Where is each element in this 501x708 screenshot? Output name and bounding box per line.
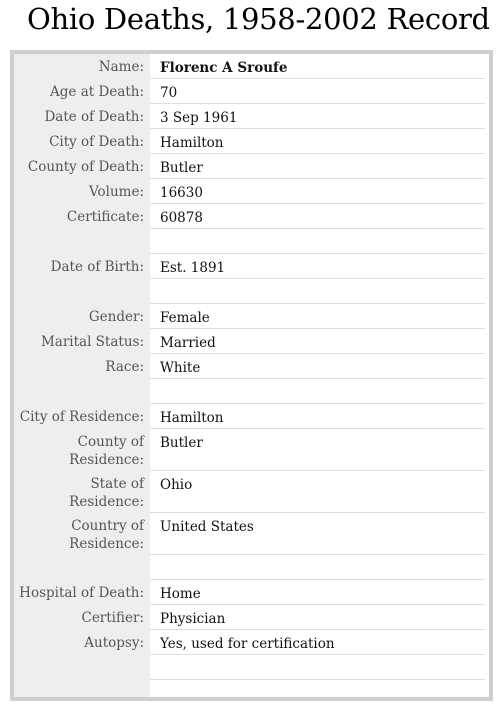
autopsy-label: Autopsy:: [84, 635, 144, 651]
volume-value: 16630: [160, 185, 203, 201]
certifier-value: Physician: [160, 611, 226, 627]
record-row-death-date: [14, 104, 489, 129]
record-row-spacer: [14, 229, 489, 254]
death-county-label: County of Death:: [27, 159, 144, 175]
page-title: Ohio Deaths, 1958-2002 Record: [27, 2, 490, 36]
gender-label: Gender:: [88, 309, 144, 325]
row-divider: [150, 679, 485, 680]
record-row-hospital: [14, 580, 489, 605]
autopsy-value: Yes, used for certification: [160, 636, 335, 652]
race-label: Race:: [105, 359, 144, 375]
record-row-certifier: [14, 605, 489, 630]
residence-country-label-line1: Country of: [71, 518, 144, 534]
gender-value: Female: [160, 310, 210, 326]
marital-status-value: Married: [160, 335, 216, 351]
record-row-death-county: [14, 154, 489, 179]
record-row-residence-country: [14, 513, 489, 555]
record-row-volume: [14, 179, 489, 204]
age-label: Age at Death:: [50, 84, 144, 100]
certificate-label: Certificate:: [66, 209, 144, 225]
volume-label: Volume:: [89, 184, 144, 200]
hospital-value: Home: [160, 586, 201, 602]
race-value: White: [160, 360, 201, 376]
hospital-label: Hospital of Death:: [19, 585, 144, 601]
residence-county-label-line2: Residence:: [69, 452, 144, 468]
record-row-spacer: [14, 655, 489, 680]
residence-state-value: Ohio: [160, 477, 193, 493]
residence-state-label: [14, 475, 144, 511]
name-value: Florenc A Sroufe: [160, 60, 288, 76]
record-row-spacer: [14, 379, 489, 404]
record-row-age: [14, 79, 489, 104]
residence-state-label-line1: State of: [90, 476, 144, 492]
record-row-spacer: [14, 279, 489, 304]
birth-date-label: Date of Birth:: [50, 259, 144, 275]
record-row-residence-county: [14, 429, 489, 471]
death-county-value: Butler: [160, 160, 203, 176]
residence-city-value: Hamilton: [160, 410, 224, 426]
residence-country-label: [14, 517, 144, 553]
record-row-name: [14, 54, 489, 79]
record-row-autopsy: [14, 630, 489, 655]
record-table: [10, 50, 493, 701]
residence-city-label: City of Residence:: [19, 409, 144, 425]
record-row-birth-date: [14, 254, 489, 279]
birth-date-value: Est. 1891: [160, 260, 226, 276]
residence-country-value: United States: [160, 519, 254, 535]
marital-status-label: Marital Status:: [40, 334, 144, 350]
record-row-death-city: [14, 129, 489, 154]
death-date-value: 3 Sep 1961: [160, 110, 238, 126]
record-row-spacer: [14, 555, 489, 580]
record-row-marital-status: [14, 329, 489, 354]
residence-state-label-line2: Residence:: [69, 494, 144, 510]
certificate-value: 60878: [160, 210, 203, 226]
death-city-label: City of Death:: [49, 134, 144, 150]
record-row-certificate: [14, 204, 489, 229]
record-row-gender: [14, 304, 489, 329]
certifier-label: Certifier:: [81, 610, 144, 626]
residence-county-label: [14, 433, 144, 469]
name-label: Name:: [98, 59, 144, 75]
residence-country-label-line2: Residence:: [69, 536, 144, 552]
death-date-label: Date of Death:: [44, 109, 144, 125]
record-row-residence-city: [14, 404, 489, 429]
age-value: 70: [160, 85, 178, 101]
residence-county-label-line1: County of: [77, 434, 144, 450]
record-row-residence-state: [14, 471, 489, 513]
death-city-value: Hamilton: [160, 135, 224, 151]
residence-county-value: Butler: [160, 435, 203, 451]
record-row-race: [14, 354, 489, 379]
